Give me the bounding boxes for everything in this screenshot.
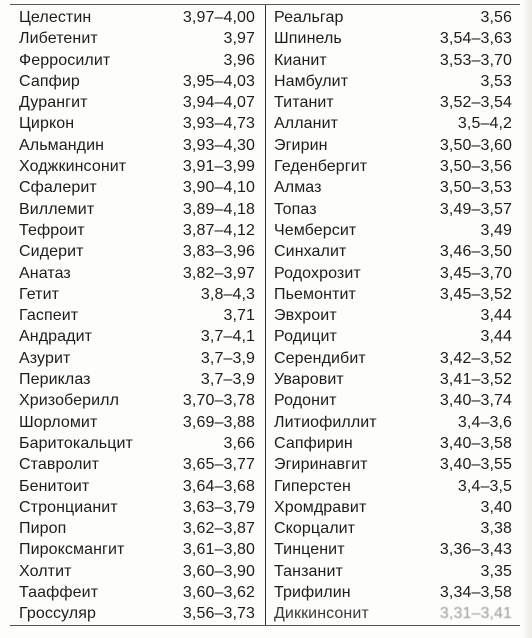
density-value: 3,97–4,00: [182, 9, 255, 26]
density-value: 3,71: [223, 307, 255, 325]
table-row: [10, 518, 265, 539]
table-row: [266, 92, 518, 113]
density-value: 3,63–3,79: [182, 498, 255, 516]
table-row: [10, 220, 265, 241]
density-value: 3,45–3,52: [439, 285, 512, 303]
mineral-name: Эвхроит: [274, 307, 337, 325]
density-value: 3,49–3,57: [439, 200, 512, 218]
density-value: 3,60–3,62: [182, 584, 255, 602]
table-row: [266, 390, 518, 411]
density-value: 3,50–3,56: [439, 158, 512, 176]
mineral-name: Сфалерит: [19, 179, 97, 197]
mineral-name: Пироксмангит: [19, 541, 125, 559]
table-row: [266, 518, 518, 539]
mineral-name: Гаспеит: [19, 307, 79, 325]
density-value: 3,96: [223, 51, 255, 69]
table-row: [266, 177, 518, 198]
density-value: 3,64–3,68: [182, 477, 255, 495]
table-row: [10, 476, 265, 497]
table-row: [10, 305, 265, 326]
table-row: [10, 390, 265, 411]
density-value: 3,54–3,63: [439, 30, 512, 48]
table-row: [10, 284, 265, 305]
mineral-name: Родохрозит: [274, 264, 361, 282]
mineral-name: Уваровит: [274, 371, 344, 389]
table-row: [266, 476, 518, 497]
density-value: 3,94–4,07: [182, 94, 255, 112]
density-value: 3,83–3,96: [182, 243, 255, 261]
table-row: [266, 113, 518, 134]
table-row: [10, 92, 265, 113]
mineral-name: Шорломит: [19, 413, 98, 431]
table-row: [10, 241, 265, 262]
table-row: [10, 199, 265, 220]
mineral-name: Реальгар: [274, 9, 344, 26]
table-row: [10, 71, 265, 92]
mineral-name: Сапфирин: [274, 434, 353, 452]
density-value: 3,69–3,88: [182, 413, 255, 431]
mineral-name: Намбулит: [274, 72, 349, 90]
mineral-name: Диккинсонит: [274, 605, 369, 623]
mineral-name: Литиофиллит: [274, 413, 377, 431]
mineral-name: Сапфир: [19, 72, 80, 90]
density-value: 3,38: [480, 520, 512, 538]
density-value: 3,44: [480, 307, 512, 325]
mineral-name: Кианит: [274, 51, 327, 69]
density-value: 3,5–4,2: [457, 115, 512, 133]
mineral-name: Тефроит: [19, 221, 85, 239]
table-row: [10, 497, 265, 518]
density-value: 3,50–3,60: [439, 136, 512, 154]
density-value: 3,66: [223, 434, 255, 452]
density-value: 3,93–4,30: [182, 136, 255, 154]
density-value: 3,49: [480, 221, 512, 239]
mineral-name: Гиперстен: [274, 477, 351, 495]
density-value: 3,40: [480, 498, 512, 516]
table-row: [266, 561, 518, 582]
table-row: [10, 561, 265, 582]
table-row: [266, 582, 518, 603]
table-row: [10, 135, 265, 156]
table-column-left: [10, 5, 266, 625]
table-row: [266, 284, 518, 305]
density-value: 3,53–3,70: [439, 51, 512, 69]
density-value: 3,7–3,9: [200, 371, 255, 389]
table-row: [266, 220, 518, 241]
mineral-name: Андрадит: [19, 328, 93, 346]
table-row: [10, 348, 265, 369]
mineral-name: Серендибит: [274, 349, 366, 367]
density-value: 3,61–3,80: [182, 541, 255, 559]
density-value: 3,89–4,18: [182, 200, 255, 218]
table-row: [266, 7, 518, 28]
density-value: 3,40–3,55: [439, 456, 512, 474]
table-row: [10, 369, 265, 390]
mineral-name: Геденбергит: [274, 158, 368, 176]
mineral-name: Пироп: [19, 520, 67, 538]
density-value: 3,42–3,52: [439, 349, 512, 367]
table-row: [266, 497, 518, 518]
mineral-name: Гроссуляр: [19, 605, 97, 623]
table-row: [10, 582, 265, 603]
mineral-name: Ходжкинсонит: [19, 158, 127, 176]
density-value: 3,52–3,54: [439, 94, 512, 112]
mineral-name: Родицит: [274, 328, 337, 346]
mineral-name: Синхалит: [274, 243, 347, 261]
density-value: 3,31–3,41: [439, 605, 512, 623]
table-row: [266, 305, 518, 326]
mineral-name: Алмаз: [274, 179, 322, 197]
density-value: 3,45–3,70: [439, 264, 512, 282]
density-value: 3,93–4,73: [182, 115, 255, 133]
density-value: 3,34–3,58: [439, 584, 512, 602]
table-row: [10, 7, 265, 28]
mineral-name: Периклаз: [19, 371, 91, 389]
table-row: [266, 348, 518, 369]
density-value: 3,56: [480, 9, 512, 26]
mineral-name: Алланит: [274, 115, 339, 133]
mineral-name: Холтит: [19, 562, 72, 580]
mineral-name: Титанит: [274, 94, 334, 112]
mineral-name: Азурит: [19, 349, 71, 367]
mineral-name: Циркон: [19, 115, 75, 133]
density-value: 3,50–3,53: [439, 179, 512, 197]
mineral-name: Гетит: [19, 285, 60, 303]
table-row: [266, 539, 518, 560]
density-value: 3,46–3,50: [439, 243, 512, 261]
density-value: 3,4–3,6: [457, 413, 512, 431]
table-row: [266, 454, 518, 475]
mineral-name: Тааффеит: [19, 584, 99, 602]
density-value: 3,44: [480, 328, 512, 346]
mineral-name: Шпинель: [274, 30, 342, 48]
table-row: [266, 369, 518, 390]
table-row: [266, 241, 518, 262]
mineral-name: Эгиринавгит: [274, 456, 368, 474]
mineral-name: Эгирин: [274, 136, 328, 154]
density-value: 3,41–3,52: [439, 371, 512, 389]
mineral-name: Чемберсит: [274, 221, 357, 239]
mineral-name: Анатаз: [19, 264, 71, 282]
table-row: [10, 156, 265, 177]
table-row: [266, 135, 518, 156]
table-row: [10, 433, 265, 454]
mineral-name: Скорцалит: [274, 520, 356, 538]
mineral-name: Танзанит: [274, 562, 343, 580]
table-row: [266, 412, 518, 433]
mineral-name: Баритокальцит: [19, 434, 133, 452]
mineral-name: Трифилин: [274, 584, 351, 602]
density-value: 3,97: [223, 30, 255, 48]
mineral-name: Виллемит: [19, 200, 95, 218]
density-value: 3,40–3,58: [439, 434, 512, 452]
table-row: [266, 71, 518, 92]
density-value: 3,62–3,87: [182, 520, 255, 538]
density-value: 3,87–4,12: [182, 221, 255, 239]
mineral-name: Альмандин: [19, 136, 105, 154]
mineral-name: Бенитоит: [19, 477, 90, 495]
table-row: [10, 113, 265, 134]
mineral-name: Хромдравит: [274, 498, 367, 516]
density-value: 3,70–3,78: [182, 392, 255, 410]
mineral-name: Ферросилит: [19, 51, 111, 69]
density-value: 3,60–3,90: [182, 562, 255, 580]
table-row: [266, 28, 518, 49]
table-row: [266, 326, 518, 347]
table-row: [10, 263, 265, 284]
table-row: [10, 326, 265, 347]
density-value: 3,7–4,1: [200, 328, 255, 346]
table-row: [266, 603, 518, 624]
mineral-density-table: [10, 4, 520, 626]
table-row: [266, 156, 518, 177]
mineral-name: Пьемонтит: [274, 285, 356, 303]
density-value: 3,36–3,43: [439, 541, 512, 559]
mineral-name: Тинценит: [274, 541, 345, 559]
density-value: 3,91–3,99: [182, 158, 255, 176]
table-row: [10, 454, 265, 475]
table-row: [266, 50, 518, 71]
table-row: [266, 263, 518, 284]
density-value: 3,82–3,97: [182, 264, 255, 282]
mineral-name: Родонит: [274, 392, 337, 410]
mineral-name: Дурангит: [19, 94, 88, 112]
mineral-name: Сидерит: [19, 243, 84, 261]
mineral-name: Хризоберилл: [19, 392, 120, 410]
page-edge-shadow: [522, 0, 532, 638]
density-value: 3,8–4,3: [200, 285, 255, 303]
density-value: 3,7–3,9: [200, 349, 255, 367]
table-row: [266, 433, 518, 454]
density-value: 3,65–3,77: [182, 456, 255, 474]
density-value: 3,40–3,74: [439, 392, 512, 410]
density-value: 3,35: [480, 562, 512, 580]
table-row: [266, 199, 518, 220]
table-row: [10, 412, 265, 433]
mineral-name: Стронцианит: [19, 498, 118, 516]
density-value: 3,53: [480, 72, 512, 90]
density-value: 3,95–4,03: [182, 72, 255, 90]
table-row: [10, 28, 265, 49]
density-value: 3,90–4,10: [182, 179, 255, 197]
mineral-name: Топаз: [274, 200, 317, 218]
table-column-right: [266, 5, 518, 625]
table-row: [10, 50, 265, 71]
mineral-name: Целестин: [19, 9, 92, 26]
mineral-name: Либетенит: [19, 30, 98, 48]
mineral-name: Ставролит: [19, 456, 100, 474]
table-row: [10, 539, 265, 560]
table-row: [10, 177, 265, 198]
table-row: [10, 603, 265, 624]
density-value: 3,56–3,73: [182, 605, 255, 623]
density-value: 3,4–3,5: [457, 477, 512, 495]
